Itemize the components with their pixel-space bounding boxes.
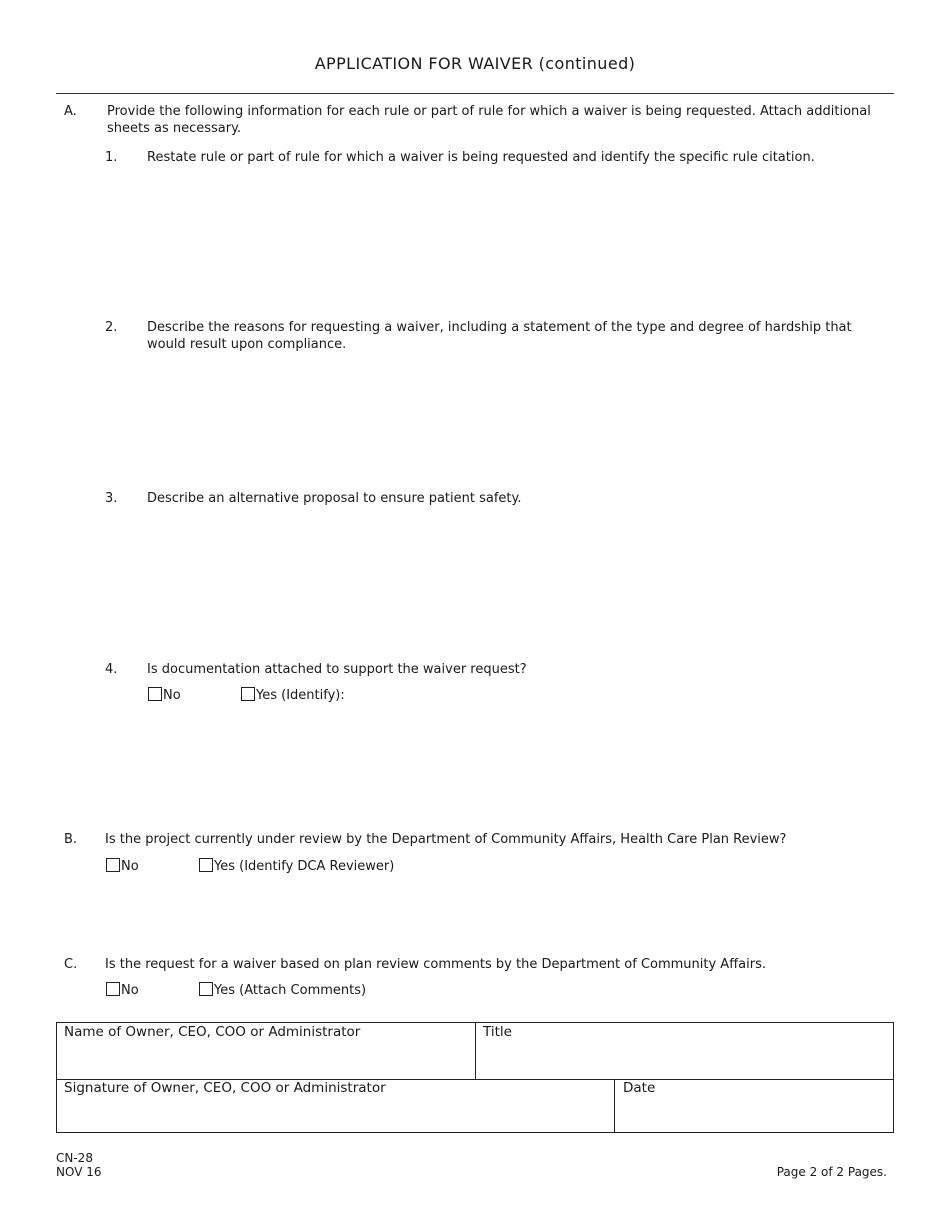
item-4-option-yes[interactable] [241, 687, 345, 704]
item-3-text: Describe an alternative proposal to ensure patient safety. [147, 491, 522, 506]
page-title: APPLICATION FOR WAIVER (continued) [314, 54, 636, 73]
section-a-intro-line2: sheets as necessary. [107, 121, 242, 136]
item-1-answer-area[interactable] [147, 170, 887, 310]
form-number: CN-28 [56, 1151, 93, 1165]
section-c-option-no[interactable] [106, 982, 139, 999]
item-4-no-label: No [163, 688, 181, 703]
item-2-text-line2: would result upon compliance. [147, 337, 347, 352]
item-4-yes-checkbox[interactable] [241, 687, 255, 701]
signature-table-row-1 [57, 1023, 893, 1080]
section-b-option-no[interactable] [106, 858, 139, 875]
section-c-yes-label: Yes (Attach Comments) [214, 983, 367, 998]
item-2-number: 2. [105, 320, 118, 335]
row-2-divider [614, 1079, 615, 1133]
form-id [56, 1151, 102, 1179]
section-b-yes-checkbox[interactable] [199, 858, 213, 872]
section-c-yes-checkbox[interactable] [199, 982, 213, 996]
row-1-divider [475, 1023, 476, 1079]
item-1-number: 1. [105, 150, 118, 165]
item-4-yes-label: Yes (Identify): [256, 688, 345, 703]
item-4-text: Is documentation attached to support the waiver request? [147, 662, 527, 677]
signature-table-row-2 [57, 1079, 893, 1133]
section-b-no-checkbox[interactable] [106, 858, 120, 872]
page-info: Page 2 of 2 Pages. [776, 1165, 887, 1179]
section-c-option-yes[interactable] [199, 982, 366, 999]
name-field-label: Name of Owner, CEO, COO or Administrator [64, 1024, 361, 1040]
signature-table [56, 1022, 894, 1133]
item-4-number: 4. [105, 662, 118, 677]
date-field-label: Date [623, 1080, 656, 1096]
name-field[interactable] [61, 1043, 471, 1077]
section-b-option-yes[interactable] [199, 858, 394, 875]
section-b-letter: B. [64, 832, 78, 847]
signature-field[interactable] [61, 1099, 610, 1131]
item-2-text [147, 319, 887, 353]
section-b-yes-label: Yes (Identify DCA Reviewer) [214, 859, 395, 874]
section-a-letter: A. [64, 104, 77, 119]
section-a-intro-line1: Provide the following information for each rule or part of rule for which a waiver is being requested. Attach additional [107, 104, 871, 119]
date-field[interactable] [618, 1099, 889, 1131]
section-a-intro [107, 103, 887, 137]
item-4-no-checkbox[interactable] [148, 687, 162, 701]
section-b-text: Is the project currently under review by the Department of Community Affairs, Health Care Plan Review? [105, 832, 787, 847]
item-3-number: 3. [105, 491, 118, 506]
item-2-text-line1: Describe the reasons for requesting a waiver, including a statement of the type and degree of hardship that [147, 320, 852, 335]
item-1-text: Restate rule or part of rule for which a waiver is being requested and identify the specific rule citation. [147, 150, 815, 165]
item-4-option-no[interactable] [148, 687, 181, 704]
title-field[interactable] [479, 1043, 889, 1077]
title-field-label: Title [483, 1024, 512, 1040]
section-b-no-label: No [121, 859, 139, 874]
signature-field-label: Signature of Owner, CEO, COO or Administrator [64, 1080, 386, 1096]
title-divider [56, 93, 894, 94]
section-c-no-checkbox[interactable] [106, 982, 120, 996]
section-c-letter: C. [64, 957, 78, 972]
section-c-no-label: No [121, 983, 139, 998]
form-date: NOV 16 [56, 1165, 102, 1179]
item-2-answer-area[interactable] [147, 358, 887, 483]
section-c-text: Is the request for a waiver based on plan review comments by the Department of Community Affairs. [105, 957, 766, 972]
item-3-answer-area[interactable] [147, 512, 887, 652]
